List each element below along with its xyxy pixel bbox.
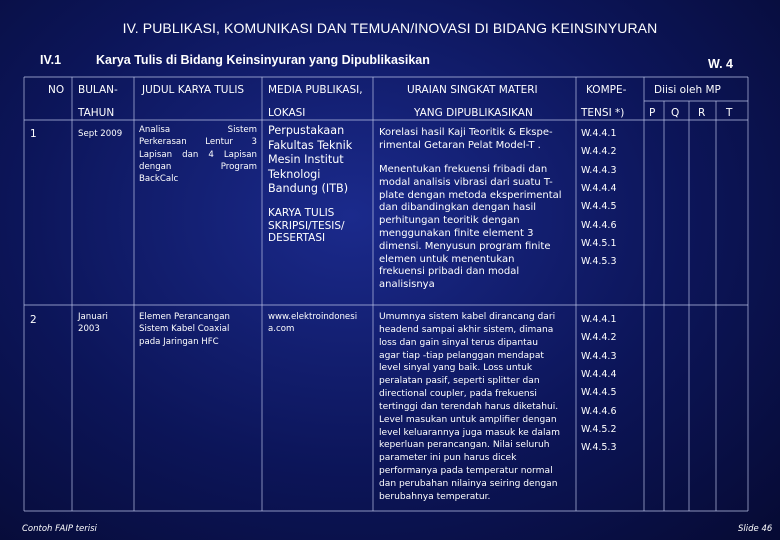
- header-p: P: [649, 107, 656, 119]
- header-no: NO: [48, 84, 65, 96]
- row-1-judul-word: Lentur: [205, 137, 233, 148]
- header-uraian: URAIAN SINGKAT MATERI: [407, 84, 538, 96]
- slide-number: Slide 46: [738, 524, 773, 534]
- row-1-judul-line: [139, 173, 257, 185]
- row-1-judul-word: Lapisan: [223, 149, 257, 160]
- row-1-judul-word: Program: [220, 161, 257, 172]
- page-title: IV. PUBLIKASI, KOMUNIKASI DAN TEMUAN/INOVASI DI BIDANG KEINSINYURAN: [122, 20, 658, 36]
- kompetensi-code: W.4.5.3: [581, 256, 617, 268]
- header-kompe: KOMPE-: [586, 84, 627, 96]
- kompetensi-code: W.4.4.2: [581, 146, 617, 158]
- kompetensi-code: W.4.4.5: [581, 387, 617, 399]
- header-t: T: [726, 107, 733, 119]
- kompetensi-code: W.4.4.4: [581, 368, 617, 380]
- header-judul: JUDUL KARYA TULIS: [142, 84, 245, 96]
- kompetensi-code: W.4.4.6: [581, 219, 617, 231]
- kompetensi-code: W.4.4.2: [581, 332, 617, 344]
- row-2-judul: Elemen Perancangan Sistem Kabel Coaxial pada Jaringan HFC: [139, 312, 230, 347]
- row-1-judul-word: Analisa: [139, 125, 171, 135]
- row-1-judul-word: 3: [251, 137, 257, 148]
- row-1-judul-word: Sistem: [227, 125, 257, 135]
- header-media: MEDIA PUBLIKASI,: [268, 84, 363, 96]
- kompetensi-code: W.4.4.3: [581, 350, 617, 362]
- section-title: Karya Tulis di Bidang Keinsinyuran yang Dipublikasikan: [96, 53, 430, 67]
- kompetensi-code: W.4.4.3: [581, 164, 617, 176]
- kompetensi-code: W.4.5.1: [581, 237, 617, 249]
- header-r: R: [698, 107, 706, 119]
- header-tahun: TAHUN: [78, 107, 115, 119]
- header-bulan: BULAN-: [78, 84, 118, 96]
- kompetensi-code: W.4.4.4: [581, 182, 617, 194]
- row-2-no: 2: [30, 314, 37, 326]
- kompetensi-code: W.4.5.2: [581, 423, 617, 435]
- row-1-bulan: Sept 2009: [78, 129, 123, 139]
- row-1-judul-word: 4: [208, 149, 214, 160]
- kompetensi-code: W.4.4.6: [581, 405, 617, 417]
- row-1-judul-word: dengan: [139, 161, 172, 172]
- row-1-judul-word: Lapisan: [139, 149, 173, 160]
- row-1-media-jenis: KARYA TULIS SKRIPSI/TESIS/ DESERTASI: [268, 207, 345, 244]
- row-2-media-lokasi: www.elektroindonesi a.com: [268, 312, 358, 335]
- row-1-uraian-detail: Menentukan frekuensi fribadi dan modal analisis vibrasi dari suatu T- plate dengan metoda eksperimental dan dibandingkan dengan hasil perhitungan teoritik dengan menggunakan finite element 3 dimensi. Menyusun program finite elemen untuk menentukan frekuensi pribadi dan modal analisisnya: [379, 164, 562, 291]
- row-1-judul-word: BackCalc: [139, 174, 179, 185]
- row-1-judul-line: [139, 136, 257, 148]
- header-dipublikasikan: YANG DIPUBLIKASIKAN: [414, 107, 533, 119]
- row-2-uraian: Umumnya sistem kabel dirancang dari headend sampai akhir sistem, dimana loss dan gain sinyal terus dipantau agar tiap -tiap pelanggan mendapat level sinyal yang baik. Loss untuk peralatan pasif, seperti splitter dan directional coupler, pada frekuensi tertinggi dan terendah harus diketahui. Level masukan untuk amplifier dengan level keluarannya juga masuk ke dalam keperluan perancangan. Nilai seluruh parameter ini pun harus dicek performanya pada temperatur normal dan perubahan nilainya seiring dengan berubahnya temperatur.: [379, 312, 560, 502]
- header-lokasi: LOKASI: [268, 107, 306, 119]
- kompetensi-code: W.4.5.3: [581, 442, 617, 454]
- footer-note: Contoh FAIP terisi: [22, 524, 97, 534]
- row-1-judul-line: [139, 149, 257, 161]
- row-2-bulan: Januari 2003: [78, 312, 108, 335]
- row-1-judul-word: Perkerasan: [139, 137, 187, 148]
- kompetensi-code: W.4.4.1: [581, 128, 617, 139]
- header-q: Q: [671, 107, 680, 119]
- header-diisi-mp: Diisi oleh MP: [654, 84, 721, 96]
- row-1-judul-word: dan: [182, 149, 199, 160]
- kompetensi-code: W.4.4.1: [581, 314, 617, 325]
- row-1-judul-line: [139, 124, 257, 136]
- header-tensi: TENSI *): [581, 107, 625, 119]
- kompetensi-code: W.4.4.5: [581, 201, 617, 213]
- row-1-uraian-ringkas: Korelasi hasil Kaji Teoritik & Ekspe- rimental Getaran Pelat Model-T .: [379, 127, 553, 151]
- form-code: W. 4: [708, 57, 734, 71]
- row-1-no: 1: [30, 128, 37, 140]
- row-1-judul-line: [139, 161, 257, 173]
- row-1-media-lokasi: Perpustakaan Fakultas Teknik Mesin Institut Teknologi Bandung (ITB): [268, 124, 353, 195]
- row-1-judul: [139, 124, 257, 185]
- section-number: IV.1: [40, 53, 62, 67]
